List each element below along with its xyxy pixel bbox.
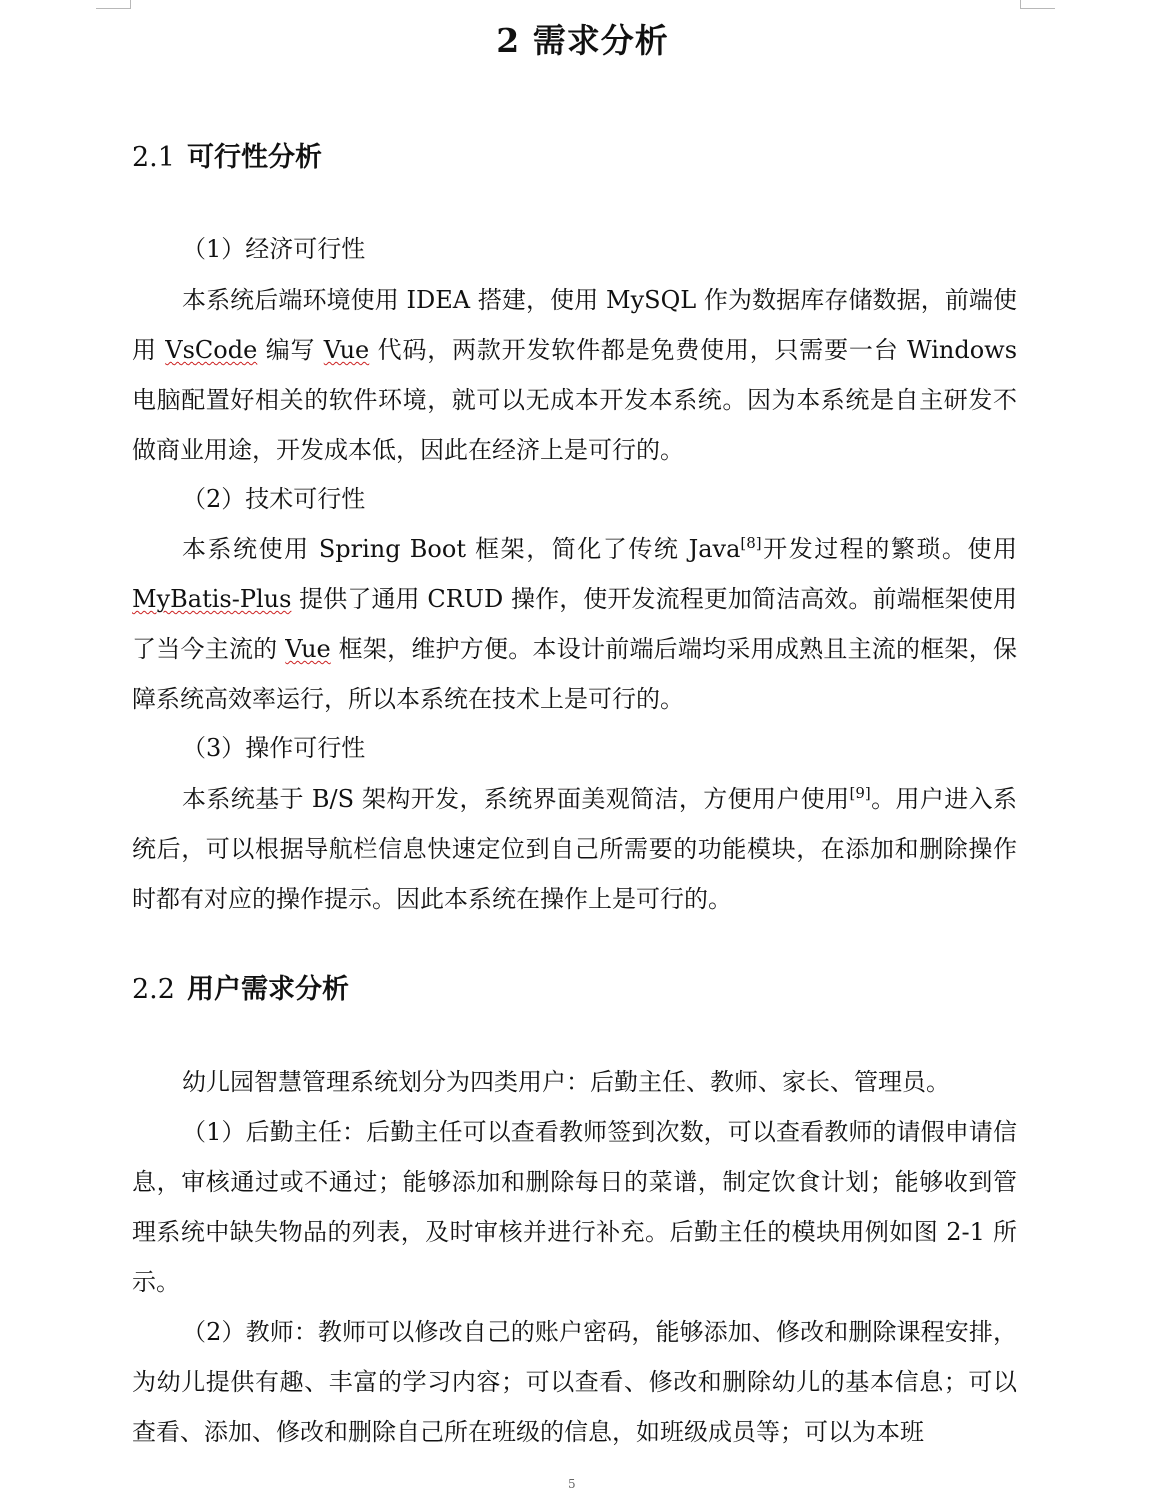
citation-ref: [9] xyxy=(849,784,871,802)
text-run: 本系统使用 Spring Boot 框架，简化了传统 Java xyxy=(182,535,741,563)
margin-corner-right xyxy=(1020,0,1055,9)
spellcheck-word: MyBatis-Plus xyxy=(132,585,292,613)
section-number: 2.1 xyxy=(132,142,175,173)
text-run: 代码，两款开发软件都是免费使用，只需要一台 Windows 电脑配置好相关的软件环境，就可以无成本开发本系统。因为本系统是自主研发不做商业用途，开发成本低，因此在经济上是可行的。 xyxy=(132,336,1018,464)
section-title-user-needs xyxy=(132,971,349,1009)
subheading-operational: （3）操作可行性 xyxy=(182,734,366,762)
subheading-technical: （2）技术可行性 xyxy=(182,485,366,513)
paragraph-technical-feasibility xyxy=(132,524,1017,724)
paragraph-user-types: 幼儿园智慧管理系统划分为四类用户：后勤主任、教师、家长、管理员。 xyxy=(182,1068,950,1096)
spellcheck-word: Vue xyxy=(285,635,331,663)
chapter-title xyxy=(0,18,1165,64)
paragraph-economic-feasibility xyxy=(132,275,1017,475)
text-run: 编写 xyxy=(257,336,324,364)
section-number: 2.2 xyxy=(132,974,175,1005)
text-run: 。用户进入系统后，可以根据导航栏信息快速定位到自己所需要的功能模块，在添加和删除操作时都有对应的操作提示。因此本系统在操作上是可行的。 xyxy=(132,785,1018,913)
spellcheck-word: VsCode xyxy=(165,336,258,364)
paragraph-operational-feasibility xyxy=(132,774,1017,924)
citation-ref: [8] xyxy=(740,534,762,552)
section-heading: 用户需求分析 xyxy=(186,974,349,1005)
text-run: 开发过程的繁琐。使用 xyxy=(761,535,1018,563)
section-title-feasibility xyxy=(132,139,322,177)
spellcheck-word: Vue xyxy=(323,336,370,364)
text-run: 提供了通用 CRUD 操作，使开发流程更加简洁高效。前端框架使用了当今主流的 xyxy=(132,585,1017,663)
page-number: 5 xyxy=(568,1477,576,1491)
subheading-economic: （1）经济可行性 xyxy=(182,235,366,263)
chapter-number: 2 xyxy=(496,21,521,60)
text-run: 框架，维护方便。本设计前端后端均采用成熟且主流的框架，保障系统高效率运行，所以本系统在技术上是可行的。 xyxy=(132,635,1017,713)
section-heading: 可行性分析 xyxy=(186,142,322,173)
paragraph-teacher: （2）教师：教师可以修改自己的账户密码，能够添加、修改和删除课程安排，为幼儿提供有趣、丰富的学习内容；可以查看、修改和删除幼儿的基本信息；可以查看、添加、修改和删除自己所在班级的信息，如班级成员等；可以为本班 xyxy=(132,1318,1017,1446)
margin-corner-left xyxy=(96,0,131,9)
text-run: 本系统后端环境使用 IDEA 搭建，使用 MySQL 作为数据库存储数据，前端使用 xyxy=(132,286,1017,364)
paragraph-logistics-director: （1）后勤主任：后勤主任可以查看教师签到次数，可以查看教师的请假申请信息，审核通过或不通过；能够添加和删除每日的菜谱，制定饮食计划；能够收到管理系统中缺失物品的列表，及时审核并进行补充。后勤主任的模块用例如图 2-1 所示。 xyxy=(132,1118,1017,1296)
text-run: 本系统基于 B/S 架构开发，系统界面美观简洁，方便用户使用 xyxy=(182,785,850,813)
chapter-heading: 需求分析 xyxy=(532,21,669,60)
